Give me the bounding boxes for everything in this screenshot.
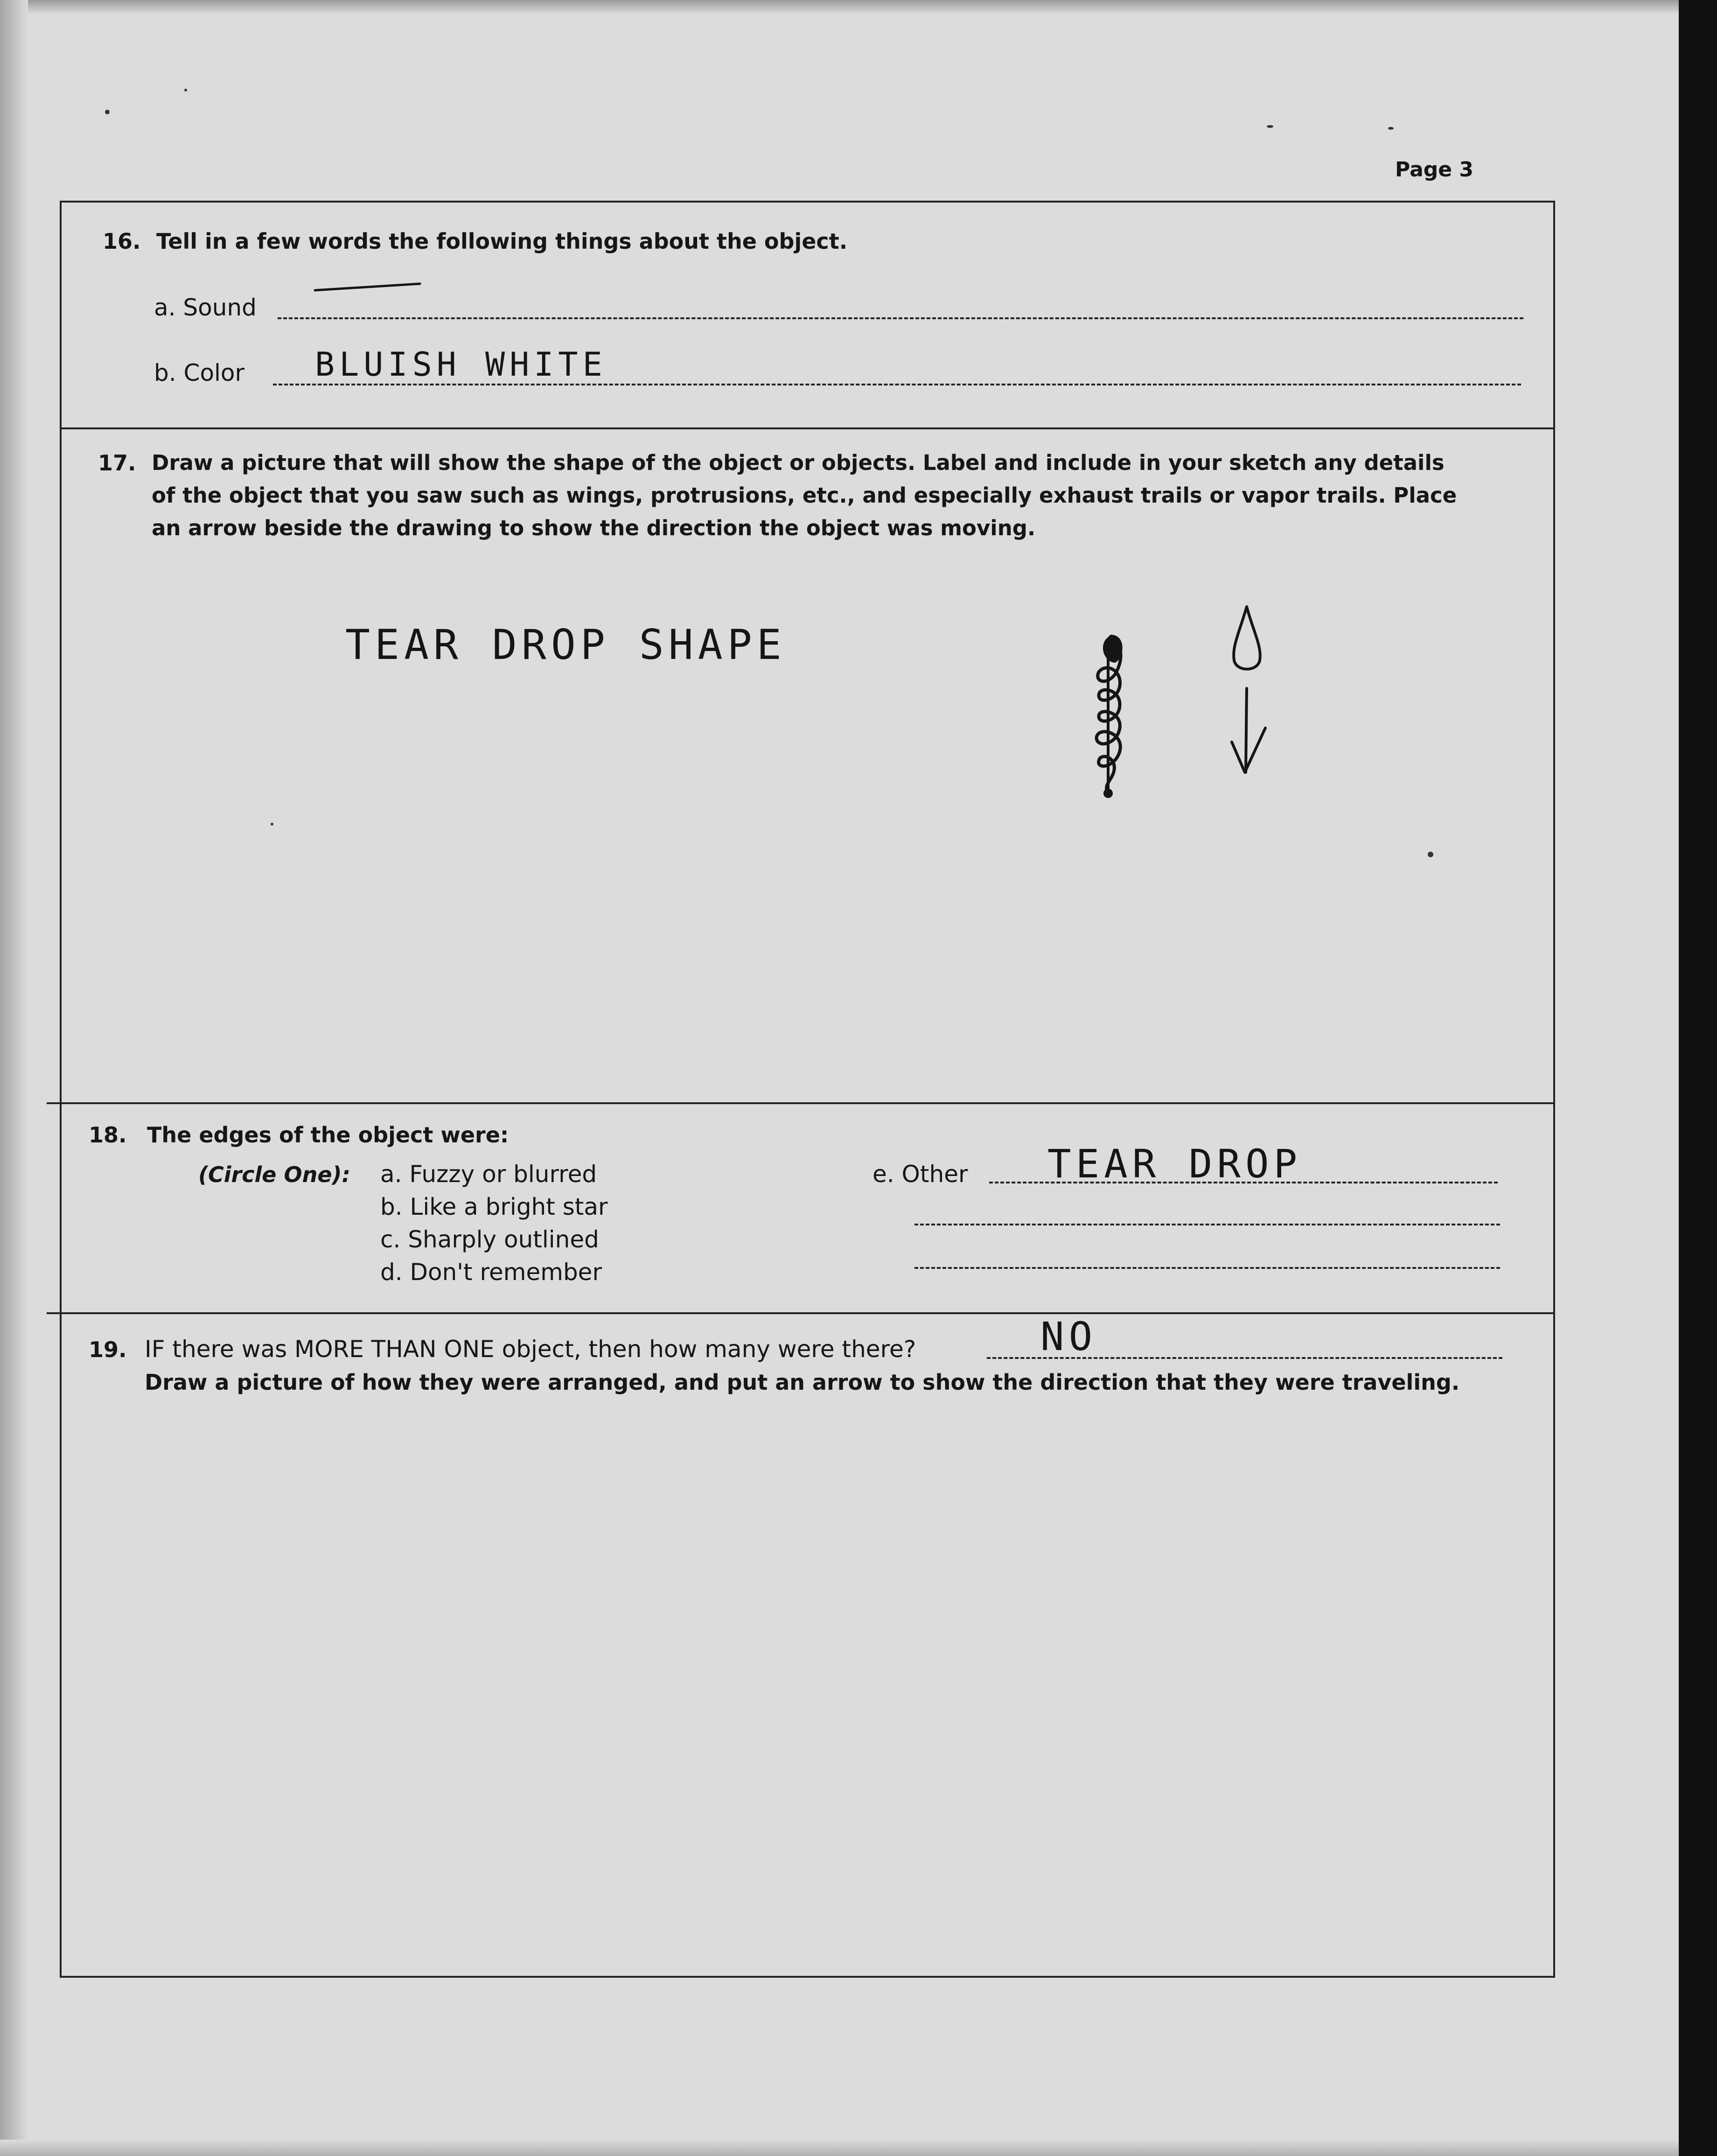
scan-speck [184,89,187,91]
color-answer: BLUISH WHITE [315,345,607,384]
color-answer-line[interactable] [273,384,1521,385]
other-extra-line[interactable] [914,1267,1500,1269]
question-prompt: Tell in a few words the following things about the object. [156,229,848,254]
question-number: 18. [89,1122,127,1148]
sound-label: a. Sound [154,294,257,321]
option-sharply-outlined[interactable]: c. Sharply outlined [380,1226,599,1253]
question-number: 16. [103,229,141,254]
question-text-line-2: Draw a picture of how they were arranged, and put an arrow to show the direction that they were traveling. [145,1370,1460,1395]
other-extra-line[interactable] [914,1224,1500,1225]
question-text-line-1: IF there was MORE THAN ONE object, then how many were there? [145,1336,916,1363]
section-divider [60,427,1555,429]
question-text-line-2: of the object that you saw such as wings, protrusions, etc., and especially exhaust trails or vapor trails. Place [152,483,1457,508]
question-number: 19. [89,1337,127,1362]
circle-one-instruction: (Circle One): [198,1162,350,1187]
scan-speck [1388,127,1394,130]
question-prompt: The edges of the object were: [147,1122,509,1148]
other-answer: TEAR DROP [1047,1141,1302,1187]
spiral-trail-sketch [1073,630,1143,807]
section-divider [47,1102,1555,1104]
scan-edge-left [0,0,28,2156]
scan-edge-right [1679,0,1717,2156]
sound-answer-dash-mark [313,280,425,294]
question-number: 17. [98,450,136,476]
section-divider [47,1312,1555,1314]
sound-answer-line[interactable] [278,317,1523,319]
scan-edge-bottom [0,2140,1680,2156]
other-label: e. Other [872,1161,968,1188]
scan-speck [1267,125,1273,128]
option-fuzzy[interactable]: a. Fuzzy or blurred [380,1161,597,1188]
question-text-line-3: an arrow beside the drawing to show the direction the object was moving. [152,516,1036,540]
question-text-line-1: Draw a picture that will show the shape of the object or objects. Label and include in your sketch any details [152,450,1445,475]
scan-speck [105,110,110,114]
page-number: Page 3 [1395,158,1474,182]
scan-edge-top [0,0,1717,14]
count-answer: NO [1040,1314,1097,1359]
sketch-label: TEAR DROP SHAPE [345,621,786,669]
teardrop-with-arrow-sketch [1213,602,1278,779]
option-dont-remember[interactable]: d. Don't remember [380,1259,602,1286]
option-bright-star[interactable]: b. Like a bright star [380,1193,608,1220]
color-label: b. Color [154,359,245,386]
